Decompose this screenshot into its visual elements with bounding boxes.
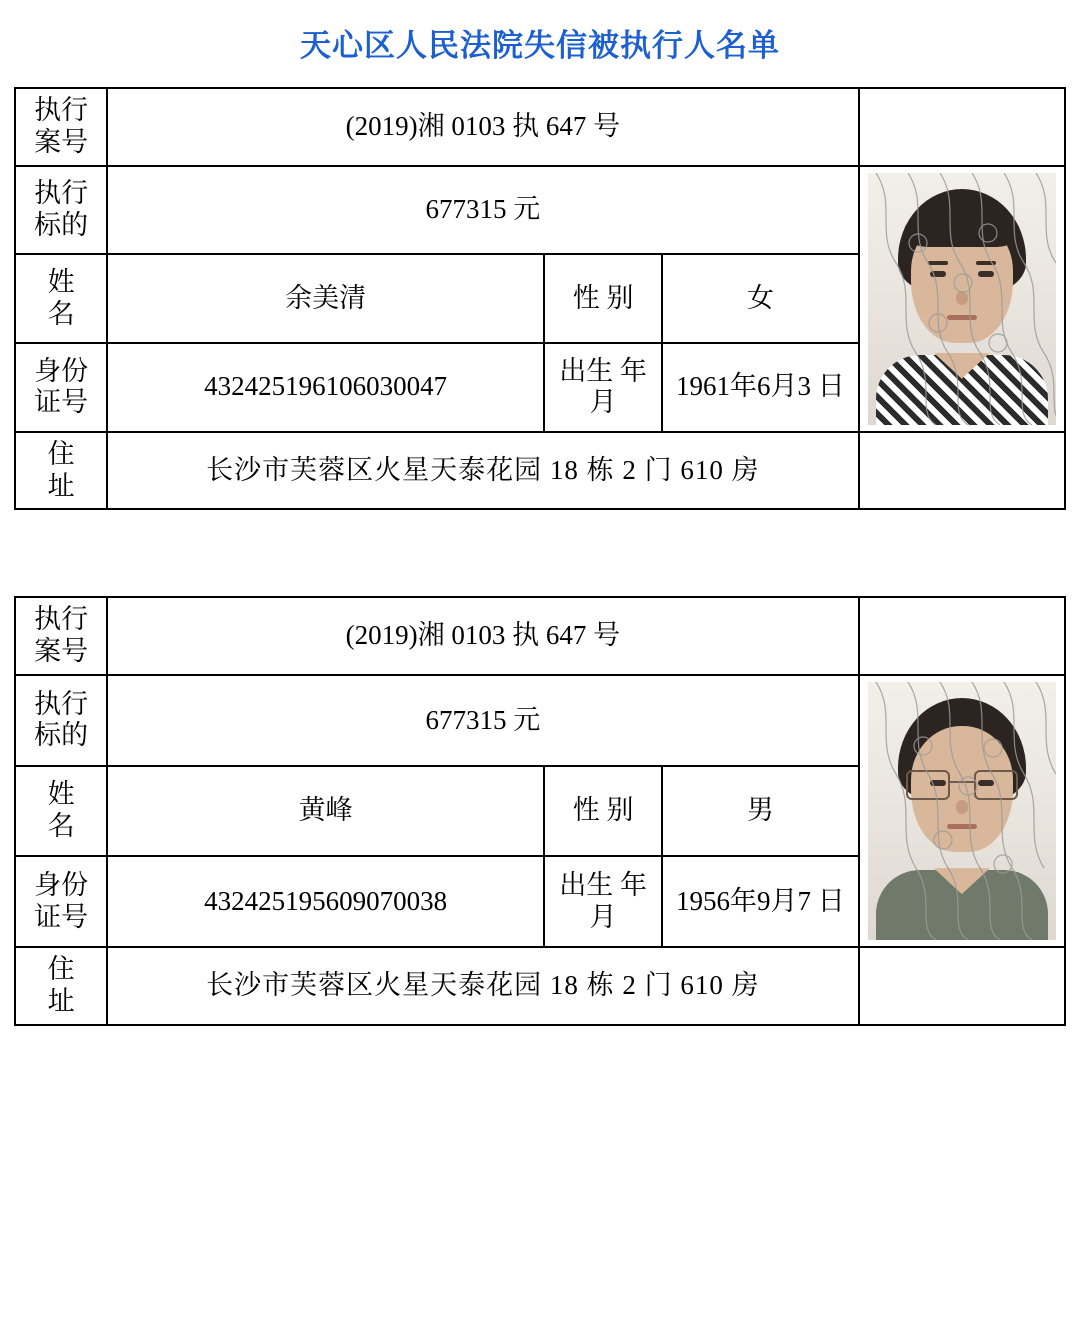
label-address: 住 址 xyxy=(15,432,107,510)
debtor-photo xyxy=(859,166,1065,432)
watermark-net-icon xyxy=(868,173,1056,425)
page-title: 天心区人民法院失信被执行人名单 xyxy=(300,28,780,63)
label-amount: 执行 标的 xyxy=(15,675,107,766)
label-case-number: 执行 案号 xyxy=(15,88,107,166)
label-birth: 出生 年月 xyxy=(544,856,662,947)
label-name: 姓 名 xyxy=(15,254,107,343)
value-id-number: 432425196106030047 xyxy=(107,343,544,432)
label-amount: 执行 标的 xyxy=(15,166,107,255)
value-birth: 1956年9月7 日 xyxy=(662,856,858,947)
label-gender: 性 别 xyxy=(544,254,662,343)
label-id-number: 身份 证号 xyxy=(15,343,107,432)
value-case-number: (2019)湘 0103 执 647 号 xyxy=(107,88,858,166)
table-row xyxy=(15,947,1065,1025)
label-birth: 出生 年月 xyxy=(544,343,662,432)
photo-spacer-top xyxy=(859,88,1065,166)
label-case-number: 执行 案号 xyxy=(15,597,107,675)
value-amount: 677315 元 xyxy=(107,166,858,255)
label-address: 住 址 xyxy=(15,947,107,1025)
debtor-photo xyxy=(859,675,1065,947)
page-bottom-space xyxy=(14,1026,1066,1034)
watermark-net-icon xyxy=(868,682,1056,940)
table-row xyxy=(15,166,1065,255)
photo-spacer-top xyxy=(859,597,1065,675)
portrait-photo-male xyxy=(868,682,1056,940)
table-row xyxy=(15,597,1065,675)
value-case-number: (2019)湘 0103 执 647 号 xyxy=(107,597,858,675)
label-name: 姓 名 xyxy=(15,766,107,857)
photo-spacer-bottom xyxy=(859,947,1065,1025)
value-name: 黄峰 xyxy=(107,766,544,857)
value-gender: 男 xyxy=(662,766,858,857)
table-row xyxy=(15,675,1065,766)
record-divider xyxy=(14,510,1066,596)
value-address: 长沙市芙蓉区火星天泰花园 18 栋 2 门 610 房 xyxy=(107,432,858,510)
photo-spacer-bottom xyxy=(859,432,1065,510)
value-id-number: 432425195609070038 xyxy=(107,856,544,947)
value-address: 长沙市芙蓉区火星天泰花园 18 栋 2 门 610 房 xyxy=(107,947,858,1025)
value-gender: 女 xyxy=(662,254,858,343)
table-row xyxy=(15,432,1065,510)
table-row xyxy=(15,88,1065,166)
value-birth: 1961年6月3 日 xyxy=(662,343,858,432)
debtor-record-card xyxy=(14,596,1066,1025)
label-gender: 性 别 xyxy=(544,766,662,857)
value-amount: 677315 元 xyxy=(107,675,858,766)
label-id-number: 身份 证号 xyxy=(15,856,107,947)
portrait-photo-female xyxy=(868,173,1056,425)
debtor-record-card xyxy=(14,87,1066,510)
value-name: 余美清 xyxy=(107,254,544,343)
